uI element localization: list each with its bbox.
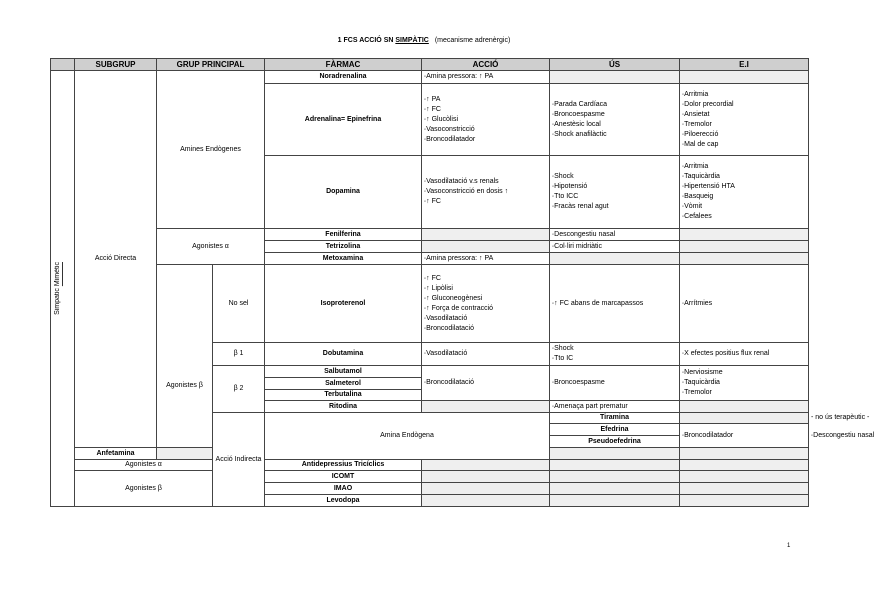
accio-imao (422, 483, 550, 495)
side-label-underlined: Mimètic (54, 262, 61, 287)
drug-fenilferina: Fenilferina (265, 229, 422, 241)
group-agonistes-alpha-ind: Agonistes α (75, 460, 213, 471)
accio-adrenalina: ◦ ↑ PA ◦ ↑ FC ◦ ↑ Glucòlisi ◦ Vasoconstricció ◦ Broncodilatador (422, 84, 550, 156)
ei-ritodina (680, 401, 809, 413)
us-dobutamina: ◦ Shock ◦ Tto IC (550, 343, 680, 366)
group-beta1: β 1 (213, 343, 265, 366)
table-row (51, 460, 809, 471)
ei-dopamina: ◦ Arritmia ◦ Taquicàrdia ◦ Hipertensió HTA ◦ Basqueig ◦ Vòmit ◦ Cefalees (680, 156, 809, 229)
us-anfetamina (550, 448, 680, 460)
accio-anfetamina (157, 448, 213, 460)
drug-tiramina: Tiramina (550, 413, 680, 424)
ei-tetrizolina (680, 241, 809, 253)
drug-tetrizolina: Tetrizolina (265, 241, 422, 253)
accio-dobutamina: ◦ Vasodilatació (422, 343, 550, 366)
drug-icomt: ICOMT (265, 471, 422, 483)
group-agonistes-beta-ind: Agonistes β (75, 471, 213, 507)
drug-ritodina: Ritodina (265, 401, 422, 413)
table-row (51, 471, 809, 483)
us-metoxamina (550, 253, 680, 265)
table-row: Efedrina ◦ Broncodilatador Descongestiu nasal (51, 424, 809, 436)
drug-dobutamina: Dobutamina (265, 343, 422, 366)
ei-noradrenalina (680, 71, 809, 84)
accio-beta2: ◦ Broncodilatació (422, 366, 550, 401)
us-adrenalina: ◦ Parada Cardíaca ◦ Broncoespasme ◦ Anestèsic local ◦ Shock anafilàctic (550, 84, 680, 156)
accio-icomt (422, 471, 550, 483)
accio-efedrina: ◦ Broncodilatador (680, 424, 809, 448)
ei-anfetamina (680, 448, 809, 460)
drug-isoproterenol: Isoproterenol (265, 265, 422, 343)
drug-terbutalina: Terbutalina (265, 390, 422, 401)
page-title (0, 37, 848, 44)
drug-dopamina: Dopamina (265, 156, 422, 229)
title-subtitle: (mecanisme adrenèrgic) (434, 37, 511, 44)
accio-isoproterenol: ◦ ↑ FC ◦ ↑ Lipòlisi ◦ ↑ Gluconeogènesi ◦ ↑ Força de contracció ◦ Vasodilatació ◦ Broncodilatació (422, 265, 550, 343)
table-row (51, 229, 809, 241)
title-prefix: 1 FCS ACCIÓ SN (337, 37, 396, 44)
us-tetrizolina: ◦ Col·liri midriàtic (550, 241, 680, 253)
group-amines-endogenes: Amines Endògenes (157, 71, 265, 229)
us-antidepressius (550, 460, 680, 471)
side-label-prefix: Simpatic (54, 286, 61, 315)
drug-imao: IMAO (265, 483, 422, 495)
ei-metoxamina (680, 253, 809, 265)
ei-levodopa (680, 495, 809, 507)
group-agonistes-beta: Agonistes β (157, 265, 213, 448)
drug-efedrina: Efedrina (550, 424, 680, 436)
drug-anfetamina: Anfetamina (75, 448, 157, 460)
ei-beta2: ◦ Nerviosisme ◦ Taquicàrdia ◦ Tremolor (680, 366, 809, 401)
us-imao (550, 483, 680, 495)
ei-imao (680, 483, 809, 495)
drug-levodopa: Levodopa (265, 495, 422, 507)
header-subgrup: SUBGRUP (75, 59, 157, 71)
subgroup-indirect: Acció Indirecta (213, 413, 265, 507)
ei-isoproterenol: ◦ Arrítmies (680, 265, 809, 343)
accio-tetrizolina (422, 241, 550, 253)
header-grup-principal: GRUP PRINCIPAL (157, 59, 265, 71)
accio-noradrenalina: ◦ Amina pressora: ↑ PA (422, 71, 550, 84)
ei-antidepressius (680, 460, 809, 471)
accio-metoxamina: ◦ Amina pressora: ↑ PA (422, 253, 550, 265)
accio-tiramina (680, 413, 809, 424)
header-us: ÚS (550, 59, 680, 71)
header-blank (51, 59, 75, 71)
accio-fenilferina (422, 229, 550, 241)
us-icomt (550, 471, 680, 483)
header-ei: E.I (680, 59, 809, 71)
drug-antidepressius: Antidepressius Tricíclics (265, 460, 422, 471)
accio-antidepressius (422, 460, 550, 471)
ei-dobutamina: ◦ X efectes positius flux renal (680, 343, 809, 366)
us-fenilferina: ◦ Descongestiu nasal (550, 229, 680, 241)
ei-icomt (680, 471, 809, 483)
us-ritodina: ◦ Amenaça part prematur (550, 401, 680, 413)
header-farmac: FÀRMAC (265, 59, 422, 71)
us-levodopa (550, 495, 680, 507)
us-dopamina: ◦ Shock ◦ Hipotensió ◦ Tto ICC ◦ Fracàs renal agut (550, 156, 680, 229)
header-accio: ACCIÓ (422, 59, 550, 71)
us-beta2: ◦ Broncoespasme (550, 366, 680, 401)
drug-salbutamol: Salbutamol (265, 366, 422, 378)
group-beta2: β 2 (213, 366, 265, 413)
accio-dopamina: ◦ Vasodilatació v.s renals ◦ Vasoconstricció en dosis ↑ ◦ ↑ FC (422, 156, 550, 229)
accio-ritodina (422, 401, 550, 413)
ei-fenilferina (680, 229, 809, 241)
subgroup-direct: Acció Directa (75, 71, 157, 448)
group-amina-endogena: Amina Endògena (265, 413, 550, 460)
ei-adrenalina: ◦ Arritmia ◦ Dolor precordial ◦ Ansietat ◦ Tremolor ◦ Piloerecció ◦ Mal de cap (680, 84, 809, 156)
page-number: 1 (787, 543, 791, 549)
drug-adrenalina: Adrenalina= Epinefrina (265, 84, 422, 156)
drug-metoxamina: Metoxamina (265, 253, 422, 265)
drug-salmeterol: Salmeterol (265, 378, 422, 390)
group-no-sel: No sel (213, 265, 265, 343)
header-row (51, 59, 809, 71)
side-label-cell (51, 71, 75, 507)
drug-noradrenalina: Noradrenalina (265, 71, 422, 84)
table-row (51, 71, 809, 84)
accio-levodopa (422, 495, 550, 507)
us-noradrenalina (550, 71, 680, 84)
group-agonistes-alpha: Agonistes α (157, 229, 265, 265)
drug-pseudoefedrina: Pseudoefedrina (550, 436, 680, 448)
title-underlined: SIMPÀTIC (395, 37, 429, 44)
table-row: Acció Indirecta Amina Endògena Tiramina - no ús terapèutic - (51, 413, 809, 424)
pharmacology-table (50, 58, 874, 507)
us-isoproterenol: ◦ ↑ FC abans de marcapassos (550, 265, 680, 343)
table-row (51, 265, 809, 343)
